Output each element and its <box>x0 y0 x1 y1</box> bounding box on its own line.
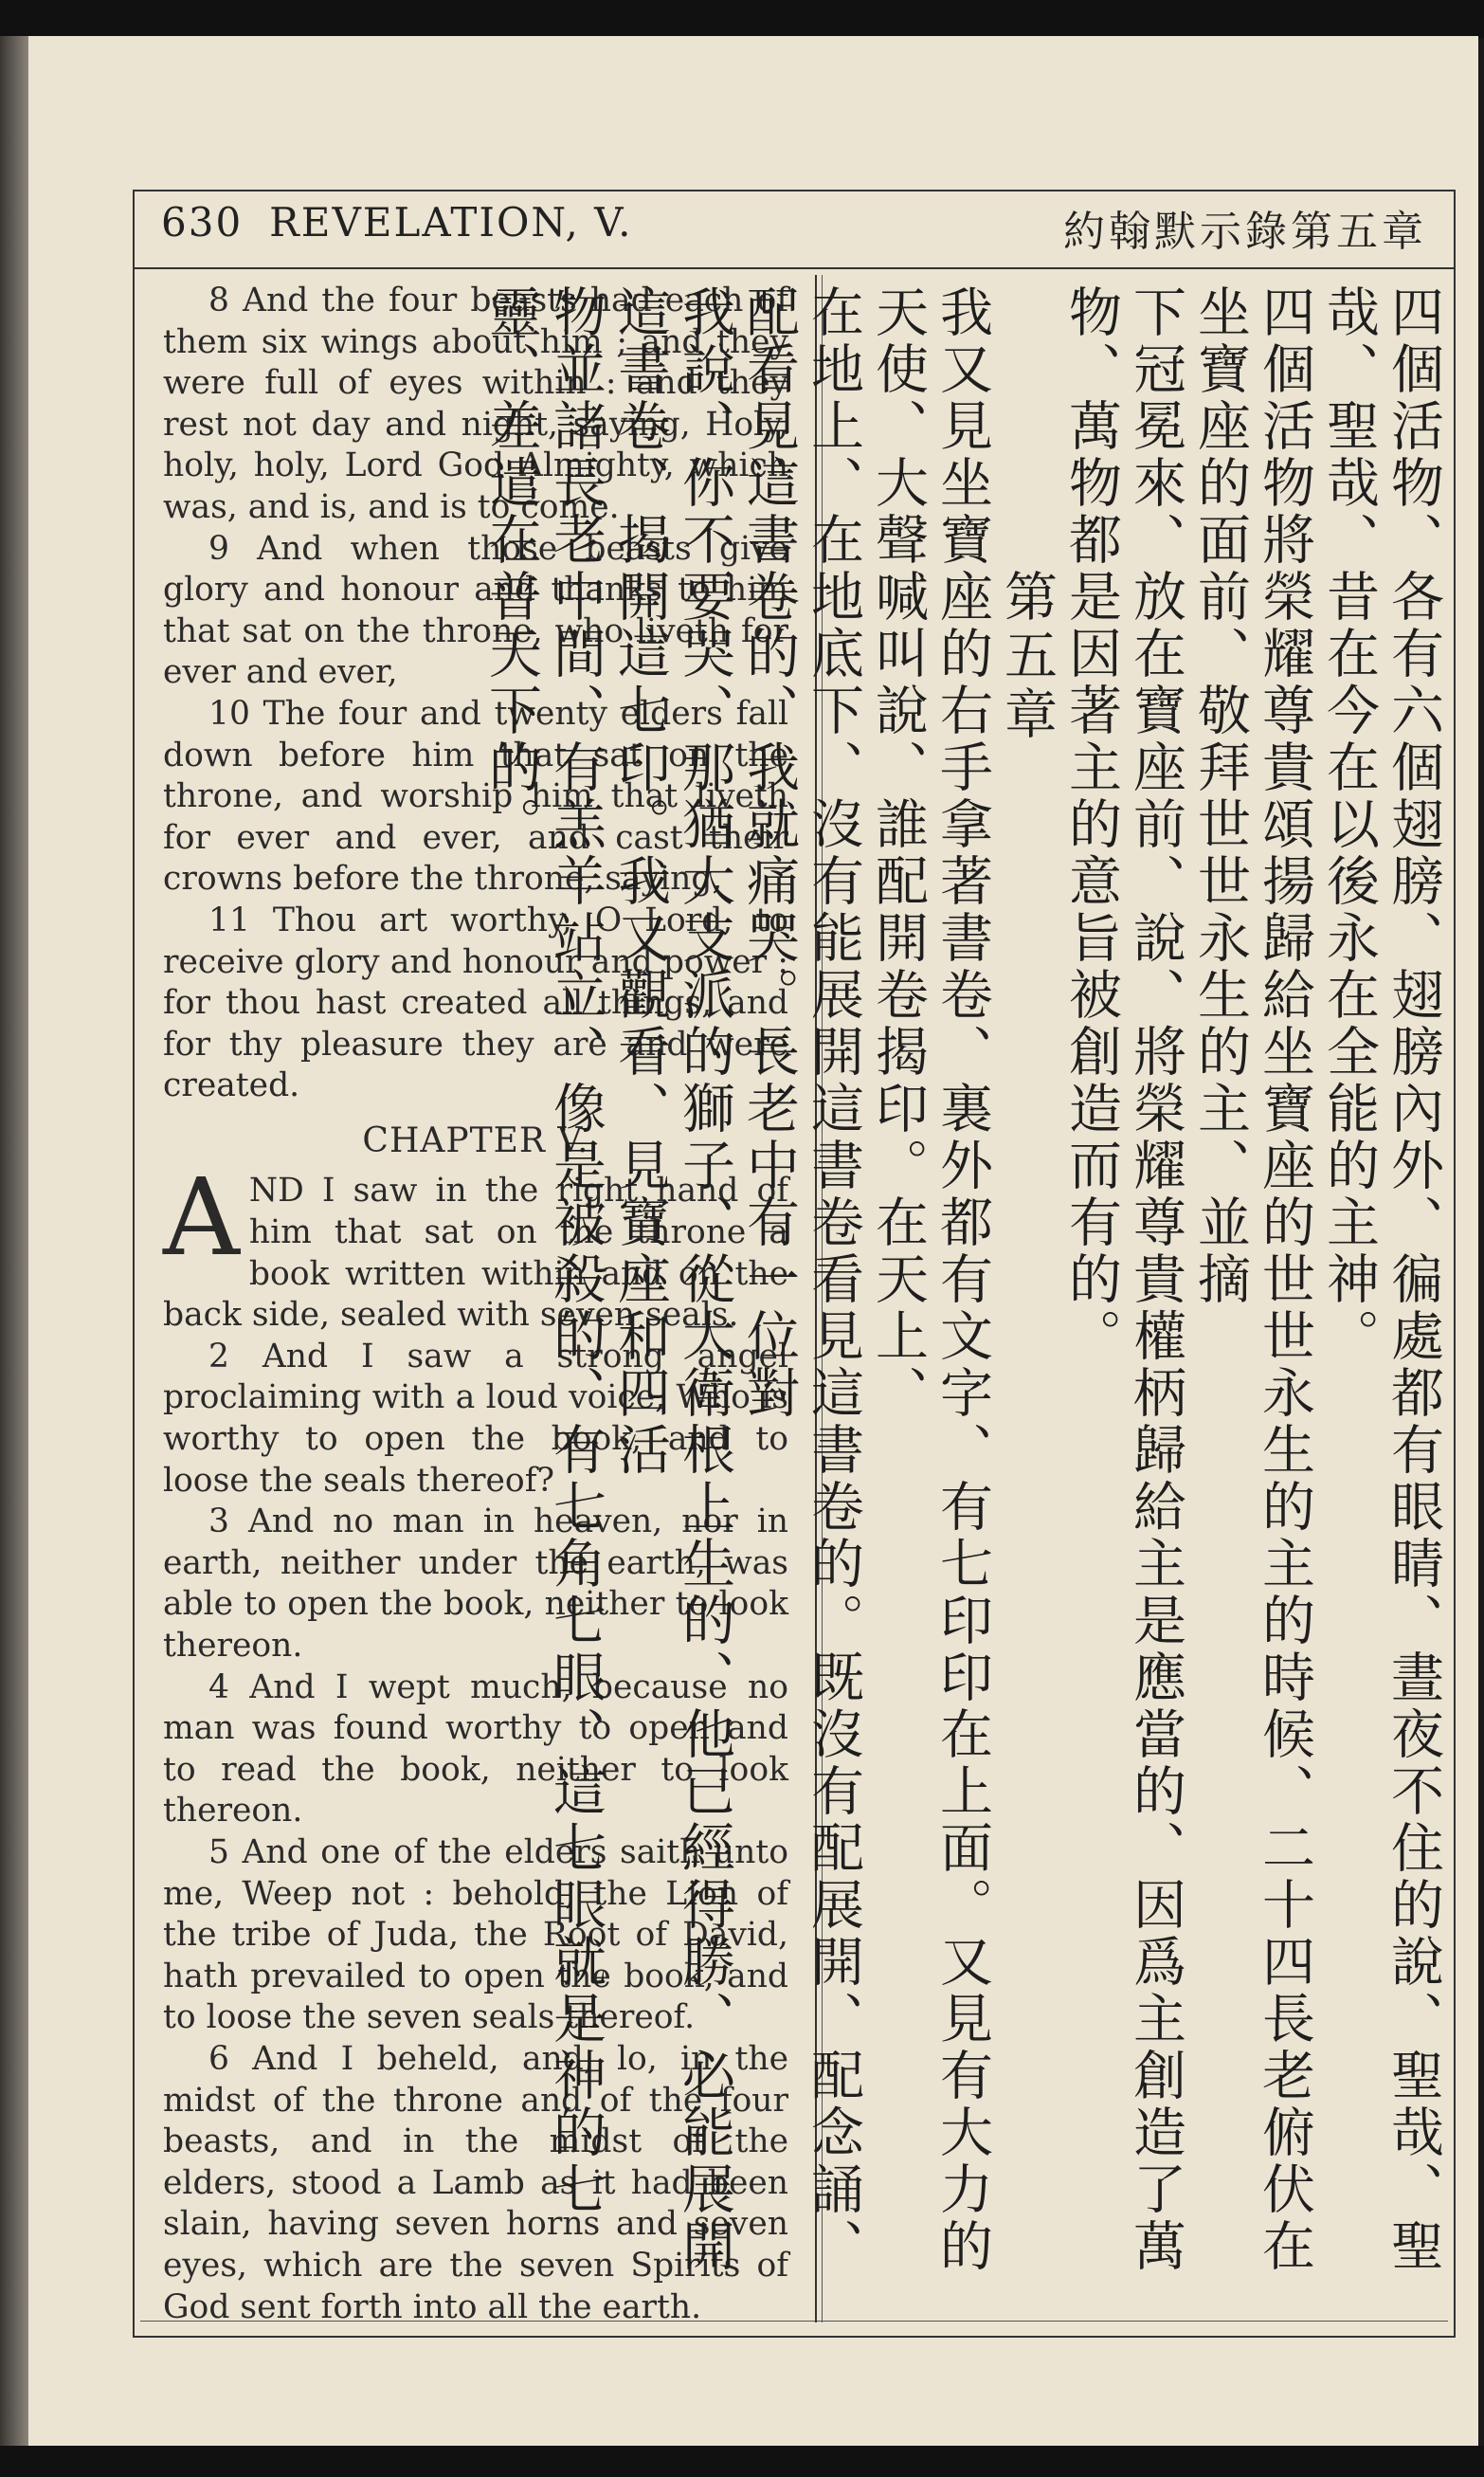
scan-border-bottom <box>0 2446 1484 2477</box>
verse-5-1-text: ND I saw in the right hand of him that sat on the throne a book written within and on the back side, sealed with seven seals. <box>163 1172 788 1335</box>
chinese-verse-5-5: 我說、你不要哭、那猶大支派的獅子、從大衛根上生的、他已經得勝、必能展開這書卷、揭開這七印。我又觀看、見寶座和四活 <box>609 284 735 2275</box>
verse-4-8: 8 And the four beasts had each of them six wings about him ; and they were full of eyes within : and they rest not day and night, saying, Holy, holy, holy, Lord God Almighty, which was, and is, and is to come. <box>163 282 788 526</box>
verse-5-6: 6 And I beheld, and, lo, in the midst of the throne and of the four beasts, and in the midst of the elders, stood a Lamb as it had been slain, having seven horns and seven eyes, which are the seven Spirits of God sent forth into all the earth. <box>163 2039 788 2326</box>
book-title-chinese: 約翰默示錄第五章 <box>1063 208 1427 256</box>
verse-4-10: 10 The four and twenty elders fall down before him that sat on the throne, and worship him that liveth for ever and ever, and cast their crowns before the throne, saying, <box>163 694 788 899</box>
verse-4-11: 11 Thou art worthy, O Lord, to receive glory and honour and power : for thou hast created all things, and for thy pleasure they are and were created. <box>163 901 788 1105</box>
verse-5-3: 3 And no man in heaven, nor in earth, neither under the earth, was able to open the book, neither to look thereon. <box>163 1503 788 1665</box>
chinese-verse-5-6: 物並諸長老中間、有羔羊站立、像是被殺的、有七角七眼、這七眼就是神的七靈、差遣在普天下的。 <box>480 284 606 2218</box>
book-spine <box>0 36 28 2449</box>
verse-4-9: 9 And when those beasts give glory and honour and thanks to him that sat on the throne, who liveth for ever and ever, <box>163 529 788 692</box>
chinese-column <box>480 284 1445 2313</box>
chinese-verse-5-3-4: 在地上、在地底下、沒有能展開這書卷看見這書卷的。既沒有配展開、配念誦、配看見這書卷的、我就痛哭。長老中有一位對 <box>738 284 864 2275</box>
verse-5-2: 2 And I saw a strong angel proclaiming with a loud voice, Who is worthy to open the book, and to loose the seals thereof? <box>163 1337 788 1500</box>
chinese-verse-4-9-10: 四個活物將榮耀尊貴頌揚歸給坐寶座的世世永生的主的時候、二十四長老俯伏在坐寶座的面前、敬拜世世永生的主、並摘 <box>1189 284 1315 2275</box>
verse-5-4: 4 And I wept much, because no man was found worthy to open and to read the book, neither to look thereon. <box>163 1667 788 1830</box>
running-head-english <box>161 199 633 246</box>
book-title-english: REVELATION, V. <box>269 199 633 246</box>
header-rule <box>133 267 1454 269</box>
page-number: 630 <box>161 199 244 246</box>
chinese-verse-4-10-11: 下冠冕來、放在寶座前、說、將榮耀尊貴權柄歸給主是應當的、因爲主創造了萬物、萬物都是因著主的意旨被創造而有的。 <box>1060 284 1186 2275</box>
chinese-verse-5-1-2: 我又見坐寶座的右手拿著書卷、裏外都有文字、有七印印在上面。又見有大力的天使、大聲喊叫說、誰配開卷揭印。在天上、 <box>867 284 993 2275</box>
chapter-heading-english: CHAPTER V. <box>362 1120 589 1160</box>
chapter-heading-chinese: 第五章 <box>996 569 1058 745</box>
drop-cap: A <box>163 1157 240 1281</box>
scan-border-top <box>0 0 1484 38</box>
verse-5-5: 5 And one of the elders saith unto me, Weep not : behold, the Lion of the tribe of Juda, the Root of David, hath prevailed to open the book, and to loose the seven seals thereof. <box>163 1832 788 2037</box>
chinese-verse-4-8: 四個活物、各有六個翅膀、翅膀內外、徧處都有眼睛、晝夜不住的說、聖哉、聖哉、聖哉、昔在今在以後永在全能的主神。 <box>1318 284 1444 2275</box>
